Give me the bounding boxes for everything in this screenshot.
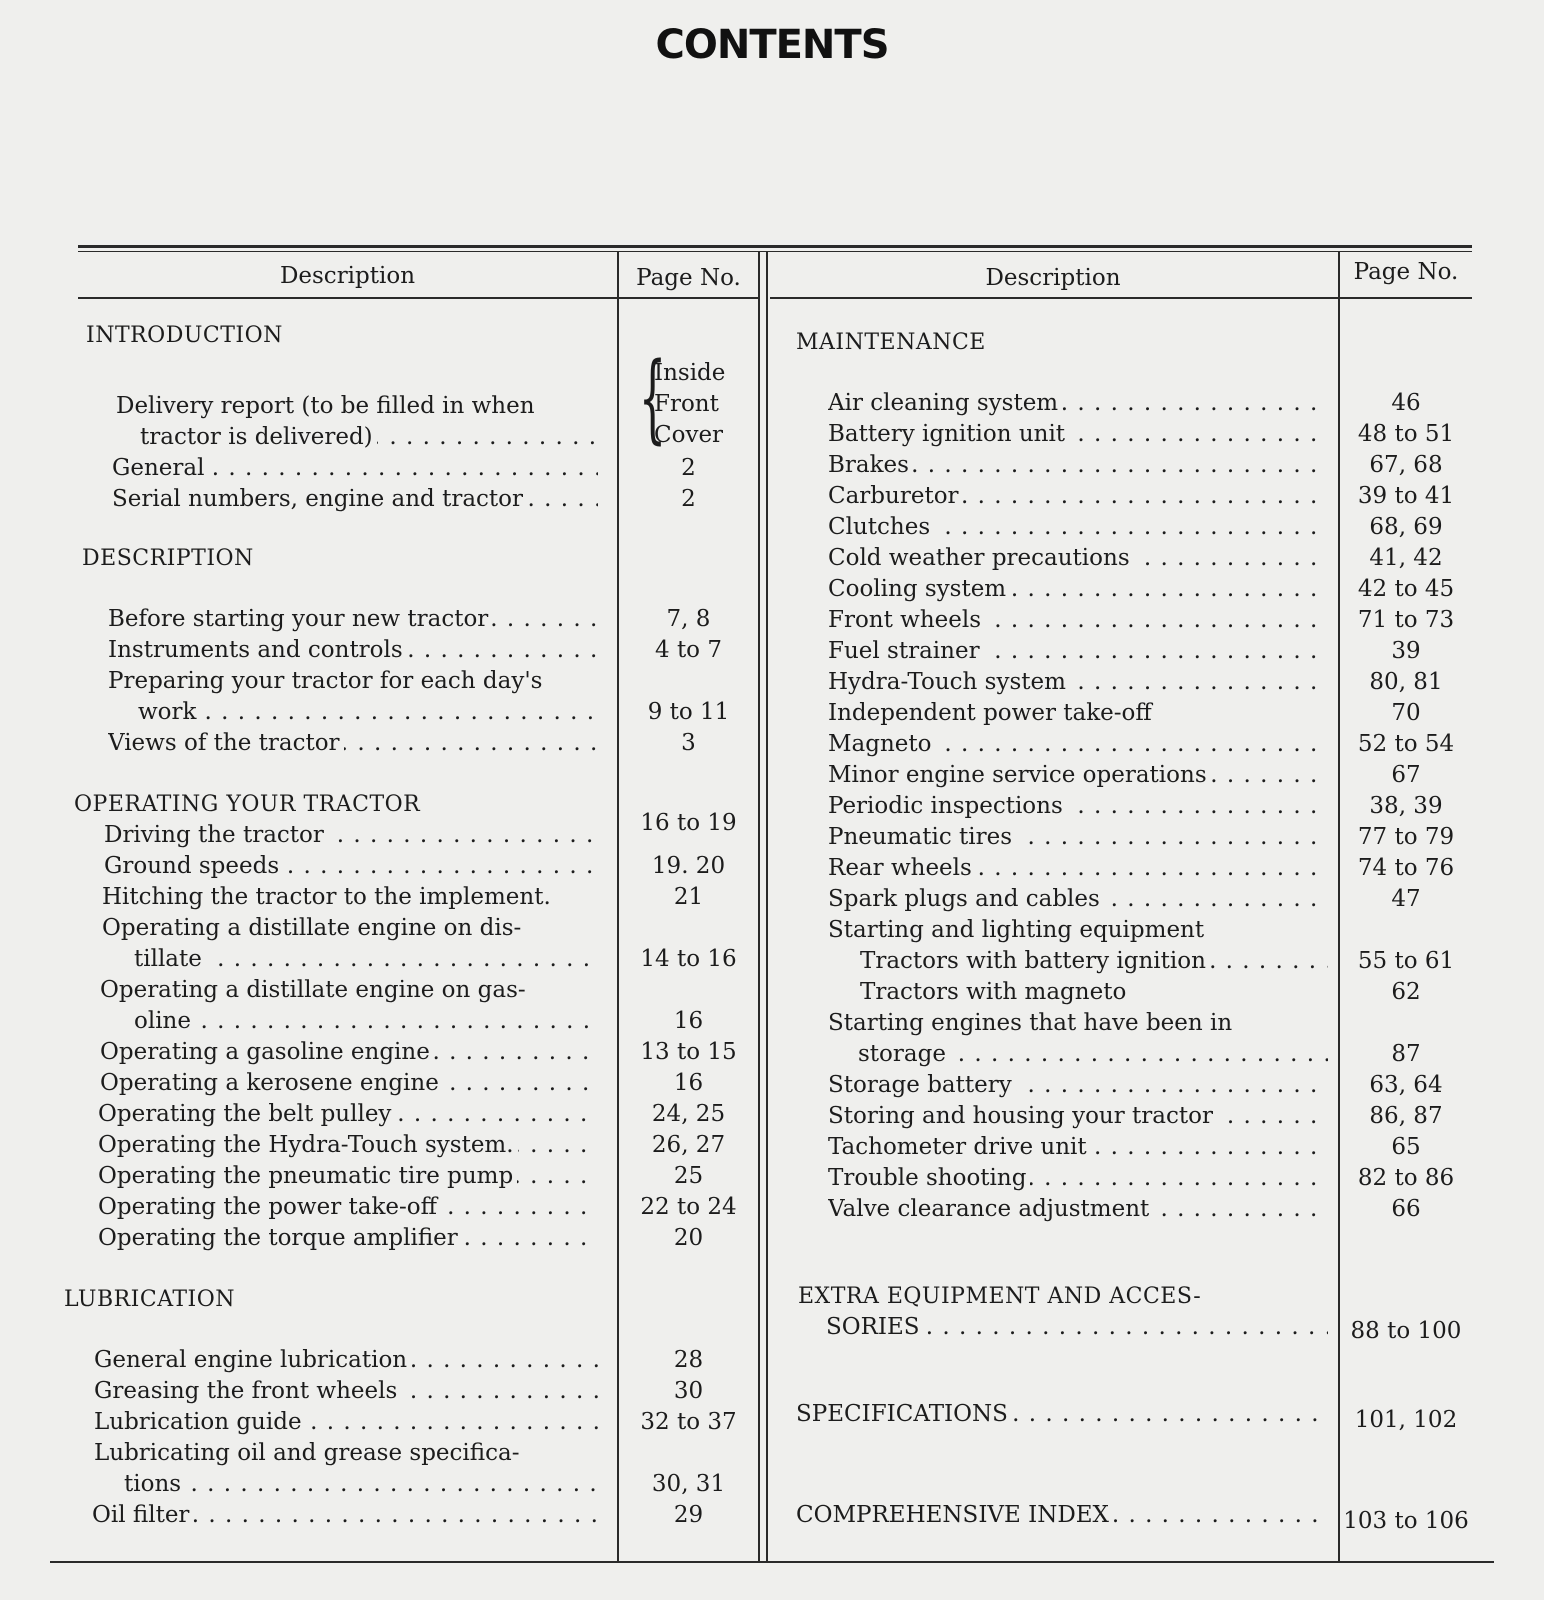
toc-entry[interactable] [796,667,1476,698]
toc-entry-label: Operating the Hydra-Touch system. [98,1132,518,1158]
toc-entry[interactable] [796,574,1476,605]
toc-entry-page: 39 to 41 [1357,483,1455,509]
toc-entry-label: Front wheels [828,607,985,633]
delivery-page-line: Cover [654,422,724,448]
toc-entry[interactable] [796,1101,1476,1132]
toc-entry[interactable] [80,1345,760,1376]
toc-entry[interactable] [796,853,1476,884]
toc-entry[interactable] [796,1039,1476,1070]
toc-entry-page: 42 to 45 [1357,576,1455,602]
toc-entry-page: 30 [673,1378,704,1404]
toc-entry-page: 82 to 86 [1357,1165,1455,1191]
toc-entry-label: Before starting your new tractor [108,606,492,632]
right-page-header: Page No. [1353,259,1459,285]
toc-entry[interactable] [796,1132,1476,1163]
toc-entry[interactable] [796,884,1476,915]
toc-entry-page: 16 [673,1070,704,1096]
toc-entry-page: 71 to 73 [1357,607,1455,633]
toc-entry-page: 86, 87 [1369,1103,1443,1129]
toc-entry-label: Cold weather precautions [828,545,1134,571]
toc-entry-page: 32 to 37 [640,1409,737,1435]
toc-entry-label: Periodic inspections [828,793,1067,819]
toc-entry-page: 87 [1391,1041,1421,1067]
toc-entry-page: 29 [673,1502,704,1528]
toc-entry-page: 41, 42 [1369,545,1443,571]
toc-entry-page: 16 [673,1008,704,1034]
toc-entry-label: Fuel strainer [828,638,984,664]
toc-entry-label: Operating the belt pulley [98,1101,395,1127]
toc-entry-label: Lubrication guide [94,1409,306,1435]
toc-entry-page: 70 [1391,700,1421,726]
toc-entry-label: tions [124,1471,185,1497]
toc-entry[interactable] [796,760,1476,791]
toc-entry-page: 7, 8 [666,606,711,632]
toc-entry[interactable] [80,810,760,851]
toc-entry-page: 4 to 7 [655,637,722,663]
toc-entry[interactable] [80,484,760,515]
toc-entry[interactable] [796,1163,1476,1194]
toc-entry-label: Lubricating oil and grease specifica- [94,1440,523,1466]
toc-entry[interactable] [796,419,1476,450]
header-rule-left [78,297,758,299]
toc-entry-page: 55 to 61 [1357,948,1455,974]
toc-entry-label: Operating a distillate engine on gas- [100,977,530,1003]
toc-entry[interactable] [796,450,1476,481]
toc-entry[interactable] [80,1192,760,1223]
toc-entry-page: 62 [1391,979,1421,1005]
toc-entry[interactable] [796,481,1476,512]
toc-entry[interactable] [796,915,1476,946]
toc-entry[interactable] [796,636,1476,667]
toc-entry[interactable] [796,388,1476,419]
toc-entry[interactable] [796,791,1476,822]
toc-entry-label: Independent power take-off [828,700,1156,726]
toc-entry-page: 22 to 24 [640,1194,737,1220]
toc-entry-label: Instruments and controls [108,637,407,663]
right-description-header: Description [985,265,1121,291]
toc-entry-label: Tachometer drive unit [828,1134,1091,1160]
right-column [796,327,1476,1534]
toc-entry-label: Air cleaning system [828,390,1062,416]
toc-entry-page: 67, 68 [1369,452,1443,478]
toc-entry-page: 3 [681,730,696,756]
toc-entry-page: 19. 20 [651,853,726,879]
toc-entry-page: 13 to 15 [640,1039,737,1065]
toc-entry[interactable] [796,1194,1476,1225]
toc-entry-label: Operating the torque amplifier [98,1225,462,1251]
toc-entry-label: Clutches [828,514,934,540]
toc-entry[interactable] [80,975,760,1006]
delivery-page-line: Front [654,391,719,417]
toc-entry[interactable] [80,944,760,975]
toc-entry[interactable] [80,913,760,944]
header-rule-right [770,297,1472,299]
toc-entry[interactable] [80,604,760,635]
toc-entry-label: SPECIFICATIONS [796,1401,1012,1427]
toc-entry-label: SORIES [826,1314,924,1340]
toc-entry-label: Storage battery [828,1072,1016,1098]
toc-entry-label: Ground speeds [104,853,283,879]
section-operating: OPERATING YOUR TRACTOR [74,792,421,817]
toc-entry-label: Brakes [828,452,913,478]
page-title: CONTENTS [655,22,889,68]
toc-entry-label: Operating the pneumatic tire pump [98,1163,517,1189]
toc-entry-page: 103 to 106 [1343,1508,1469,1534]
toc-entry-page: 24, 25 [651,1101,726,1127]
toc-entry[interactable] [80,1130,760,1161]
toc-entry-label: Tractors with battery ignition [860,948,1210,974]
toc-entry[interactable] [80,453,760,484]
toc-entry-label: Driving the tractor [104,822,328,848]
toc-entry-label: Cooling system [828,576,1010,602]
center-divider-b [766,251,768,1561]
toc-entry[interactable] [796,605,1476,636]
toc-entry[interactable] [80,1068,760,1099]
toc-entry[interactable] [796,729,1476,760]
left-page-header: Page No. [636,265,741,291]
toc-entry-page: 25 [673,1163,704,1189]
toc-entry-page: 16 to 19 [640,810,737,836]
toc-entry-label: Trouble shooting [828,1165,1030,1191]
toc-entry-label: Valve clearance adjustment [828,1196,1153,1222]
toc-entry-page: 38, 39 [1369,793,1443,819]
toc-entry-label: Oil filter [92,1502,193,1528]
delivery-report-page [654,358,725,451]
toc-entry-label: COMPREHENSIVE INDEX [796,1502,1113,1528]
top-rule-thin [78,251,1472,252]
toc-entry-label: General [112,455,208,481]
toc-entry-label: General engine lubrication [94,1347,411,1373]
toc-entry-page: 21 [673,884,704,910]
toc-entry-label: Hydra-Touch system [828,669,1070,695]
toc-entry[interactable] [80,1438,760,1469]
brace-icon: { [638,342,667,454]
toc-entry-label: Rear wheels [828,855,976,881]
toc-entry-page: 26, 27 [651,1132,726,1158]
section-extra-equipment: EXTRA EQUIPMENT AND ACCES- [798,1284,1202,1309]
toc-entry-page: 2 [681,486,696,512]
toc-entry[interactable] [80,1500,760,1531]
toc-entry-page: 46 [1391,390,1421,416]
toc-entry-page: 30, 31 [651,1471,726,1497]
toc-entry[interactable] [80,1407,760,1438]
toc-entry-label: Operating a kerosene engine [100,1070,443,1096]
toc-entry-label: Greasing the front wheels [94,1378,401,1404]
toc-entry[interactable] [80,1469,760,1500]
toc-entry-label: work [138,699,200,725]
toc-entry[interactable] [80,1099,760,1130]
toc-entry-page: 68, 69 [1369,514,1443,540]
toc-entry-label: Delivery report (to be filled in when [116,393,539,419]
toc-entry-label: Carburetor [828,483,963,509]
section-description: DESCRIPTION [82,546,254,571]
toc-entry[interactable] [80,1037,760,1068]
toc-entry[interactable] [796,1500,1476,1534]
toc-entry-label: storage [858,1041,950,1067]
toc-entry-label: Starting and lighting equipment [828,917,1208,943]
toc-entry-page: 48 to 51 [1357,421,1455,447]
toc-entry[interactable] [796,1312,1476,1343]
toc-entry-page: 67 [1391,762,1421,788]
section-introduction: INTRODUCTION [86,323,283,348]
toc-entry[interactable] [80,1223,760,1254]
bottom-rule [50,1561,1494,1563]
toc-entry-page: 101, 102 [1354,1407,1458,1433]
toc-entry-page: 52 to 54 [1357,731,1455,757]
left-description-header: Description [279,263,416,289]
toc-entry[interactable] [80,728,760,759]
toc-entry[interactable] [80,635,760,666]
toc-entry-page: 80, 81 [1369,669,1443,695]
toc-entry[interactable] [80,1161,760,1192]
top-rule [78,245,1472,248]
toc-entry[interactable] [80,697,760,728]
toc-entry[interactable] [796,822,1476,853]
toc-entry-label: Spark plugs and cables [828,886,1104,912]
toc-entry[interactable] [796,512,1476,543]
toc-entry-page: 65 [1391,1134,1421,1160]
toc-entry[interactable] [796,543,1476,574]
section-lubrication: LUBRICATION [64,1287,236,1312]
toc-entry-label: Preparing your tractor for each day's [108,668,546,694]
toc-entry-page: 14 to 16 [640,946,737,972]
toc-entry[interactable] [80,851,760,882]
toc-entry-page: 63, 64 [1369,1072,1443,1098]
toc-entry-label: Battery ignition unit [828,421,1069,447]
toc-entry-label: Operating the power take-off [98,1194,441,1220]
toc-entry-label: Tractors with magneto [860,979,1130,1005]
section-maintenance: MAINTENANCE [796,330,986,355]
toc-entry-label: Magneto [828,731,936,757]
toc-entry-label: Starting engines that have been in [828,1010,1236,1036]
toc-entry[interactable] [796,946,1476,977]
toc-entry-label: Serial numbers, engine and tractor [112,486,527,512]
toc-entry[interactable] [80,1376,760,1407]
toc-entry-page: 28 [673,1347,704,1373]
toc-entry[interactable] [796,1399,1476,1433]
toc-entry-label: Pneumatic tires [828,824,1016,850]
toc-entry-page: 2 [681,455,696,481]
toc-entry[interactable] [80,666,760,697]
toc-entry-label: Operating a distillate engine on dis- [102,915,525,941]
toc-entry-label: Operating a gasoline engine [100,1039,434,1065]
toc-entry-page: 74 to 76 [1357,855,1455,881]
toc-entry[interactable] [796,1008,1476,1039]
toc-entry-label: Views of the tractor [108,730,344,756]
toc-entry-label: tractor is delivered) [140,424,377,450]
delivery-page-line: Inside [654,360,726,386]
toc-entry-page: 77 to 79 [1357,824,1455,850]
toc-entry-page: 88 to 100 [1350,1318,1462,1344]
toc-entry-label: Hitching the tractor to the implement. [102,884,555,910]
toc-entry-page: 39 [1391,638,1421,664]
toc-entry-label: tillate [134,946,206,972]
toc-entry-page: 9 to 11 [647,699,730,725]
toc-entry-label: Minor engine service operations [828,762,1211,788]
toc-entry[interactable] [796,1070,1476,1101]
toc-entry-label: oline [134,1008,195,1034]
toc-entry[interactable] [796,977,1476,1008]
toc-entry-label: Storing and housing your tractor [828,1103,1217,1129]
toc-entry[interactable] [796,698,1476,729]
toc-entry-page: 20 [673,1225,704,1251]
toc-entry-page: 47 [1391,886,1421,912]
left-column [64,320,760,1531]
toc-entry[interactable] [80,882,760,913]
toc-entry[interactable] [80,1006,760,1037]
toc-entry-page: 66 [1391,1196,1421,1222]
